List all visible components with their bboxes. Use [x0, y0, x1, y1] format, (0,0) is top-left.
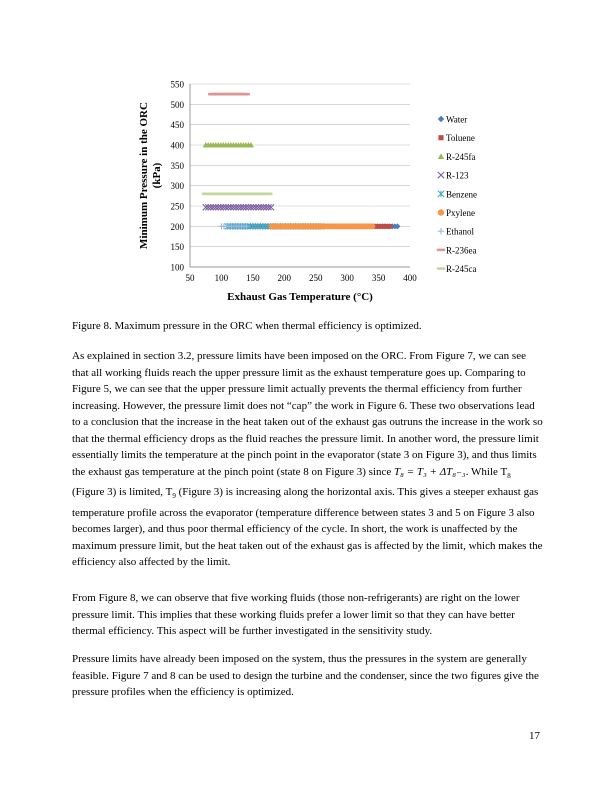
- equation: T₈ = T₃ + ΔT₈₋₃: [393, 465, 466, 478]
- data-point: [387, 224, 392, 229]
- x-tick-label: 50: [185, 273, 195, 283]
- y-tick-label: 200: [170, 221, 184, 232]
- subscript: 8: [507, 471, 511, 480]
- y-axis-title-line: Minimum Pressure in the ORC: [138, 102, 150, 249]
- legend-label: Toluene: [446, 133, 475, 144]
- legend-label: Water: [446, 114, 468, 125]
- x-tick-label: 250: [308, 273, 323, 283]
- legend-label: R-245fa: [446, 151, 476, 162]
- legend-label: R-236ea: [446, 245, 477, 256]
- figure-caption: Figure 8. Maximum pressure in the ORC when thermal efficiency is optimized.: [72, 320, 422, 332]
- pressure-chart: [130, 72, 530, 307]
- y-axis-title-line: (kPa): [151, 162, 163, 189]
- paragraph-design-use: Pressure limits have already been imposed on the system, thus the pressures in the system are generally feasible. Figure 7 and 8 can be used to design the turbine and the condenser, since the two figures give the pressure profiles when the efficiency is optimized.: [72, 653, 539, 698]
- x-tick-label: 150: [246, 273, 260, 283]
- y-tick-label: 350: [170, 160, 184, 171]
- subscript: 9: [172, 492, 176, 501]
- legend-marker: [438, 153, 444, 159]
- y-tick-label: 300: [170, 181, 184, 192]
- paragraph-text: (Figure 3) is increasing along the horizontal axis. This gives a steeper exhaust gas temperature profile across the evaporator (temperature difference between states 3 and 5 on Figure 3 also becomes larger), and thus poor thermal efficiency of the cycle. In short, the work is unaffected by the maximum pressure limit, but the heat taken out of the exhaust gas is affected by the limit, which makes the efficiency also affected by the limit.: [72, 486, 543, 569]
- paragraph-text: As explained in section 3.2, pressure limits have been imposed on the ORC. From Figure 7, we can see that all working fluids reach the upper pressure limit as the exhaust temperature goes up. Comparing to Figure 5, we can see that the upper pressure limit actually prevents the thermal efficiency from further increasing. However, the pressure limit does not “cap” the work in Figure 6. These two observations lead to a conclusion that the increase in the heat taken out of the exhaust gas outruns the increase in the work so that the thermal efficiency drops as the fluid reaches the pressure limit. In another word, the pressure limit essentially limits the temperature at the pinch point in the evaporator (state 3 on Figure 3), and thus limits the exhaust gas temperature at the pinch point (state 8 on Figure 3) since: [72, 350, 543, 478]
- page-number: 17: [529, 730, 540, 742]
- paragraph-text: (Figure 3) is limited, T: [72, 486, 173, 499]
- paragraph-pressure-limits: [72, 348, 544, 571]
- paragraph-lower-limit: From Figure 8, we can observe that five working fluids (those non-refrigerants) are right on the lower pressure limit. This implies that these working fluids prefer a lower limit so that they can have better thermal efficiency. This aspect will be further investigated in the sensitivity study.: [72, 592, 520, 637]
- y-tick-label: 550: [170, 79, 184, 90]
- y-tick-label: 250: [170, 201, 184, 212]
- legend-label: Pxylene: [446, 208, 475, 218]
- legend-marker: [438, 172, 444, 178]
- legend-label: R-245ca: [446, 264, 477, 275]
- x-tick-label: 300: [340, 273, 354, 283]
- legend-marker: [438, 135, 443, 140]
- y-tick-label: 400: [170, 140, 184, 151]
- legend-marker: [438, 228, 444, 234]
- y-axis-title: [138, 102, 163, 249]
- y-tick-label: 450: [170, 120, 184, 131]
- legend-marker: [438, 116, 444, 122]
- paragraph-text: . While T: [465, 465, 508, 478]
- legend-label: R-123: [446, 170, 469, 181]
- legend-marker: [438, 209, 444, 215]
- legend-label: Benzene: [446, 189, 477, 200]
- x-tick-label: 200: [277, 273, 292, 283]
- x-tick-label: 100: [214, 273, 229, 283]
- x-axis-title: Exhaust Gas Temperature (°C): [227, 291, 373, 303]
- y-tick-label: 100: [170, 262, 184, 273]
- y-tick-label: 500: [170, 99, 184, 110]
- x-tick-label: 350: [371, 273, 386, 283]
- y-tick-label: 150: [170, 242, 184, 253]
- data-point: [369, 223, 375, 229]
- x-tick-label: 400: [403, 273, 417, 283]
- legend-label: Ethanol: [446, 226, 474, 237]
- legend-marker: [438, 191, 444, 197]
